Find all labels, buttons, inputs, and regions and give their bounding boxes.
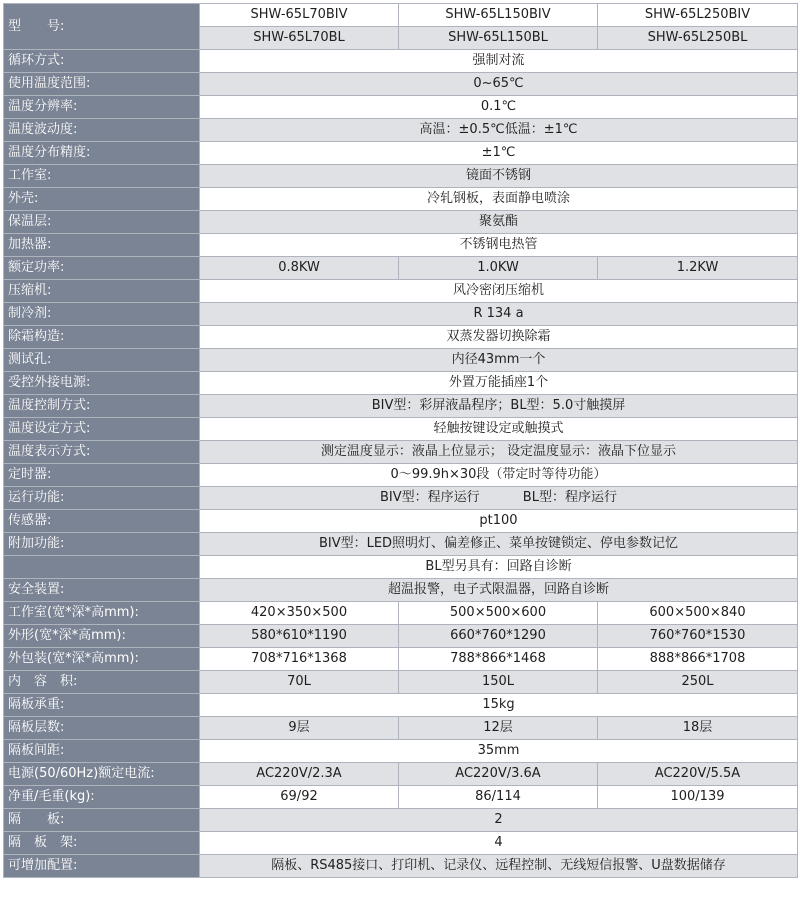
table-row bbox=[4, 464, 798, 487]
row-value: 600×500×840 bbox=[598, 602, 798, 625]
row-value: AC220V/2.3A bbox=[200, 763, 399, 786]
row-label: 安全装置: bbox=[4, 579, 200, 602]
row-value: 0～99.9h×30段（带定时等待功能） bbox=[200, 464, 798, 487]
row-label: 附加功能: bbox=[4, 533, 200, 556]
row-label: 隔 板 架: bbox=[4, 832, 200, 855]
row-value: 测定温度显示：液晶上位显示； 设定温度显示：液晶下位显示 bbox=[200, 441, 798, 464]
row-label: 额定功率: bbox=[4, 257, 200, 280]
row-label: 外包装(宽*深*高mm): bbox=[4, 648, 200, 671]
table-row-model bbox=[4, 4, 798, 27]
table-row bbox=[4, 625, 798, 648]
row-value: 250L bbox=[598, 671, 798, 694]
table-row bbox=[4, 579, 798, 602]
row-label: 外壳: bbox=[4, 188, 200, 211]
table-row bbox=[4, 855, 798, 878]
table-row bbox=[4, 165, 798, 188]
row-value: 86/114 bbox=[399, 786, 598, 809]
row-value: 70L bbox=[200, 671, 399, 694]
table-row bbox=[4, 786, 798, 809]
table-row bbox=[4, 418, 798, 441]
row-label: 加热器: bbox=[4, 234, 200, 257]
table-row bbox=[4, 372, 798, 395]
row-value: 4 bbox=[200, 832, 798, 855]
row-label: 使用温度范围: bbox=[4, 73, 200, 96]
model-biv-250: SHW-65L250BIV bbox=[598, 4, 798, 27]
row-label: 温度波动度: bbox=[4, 119, 200, 142]
row-label: 工作室(宽*深*高mm): bbox=[4, 602, 200, 625]
row-label: 受控外接电源: bbox=[4, 372, 200, 395]
row-label: 隔 板: bbox=[4, 809, 200, 832]
table-row bbox=[4, 326, 798, 349]
row-label bbox=[4, 556, 200, 579]
row-label: 制冷剂: bbox=[4, 303, 200, 326]
table-row bbox=[4, 234, 798, 257]
table-row bbox=[4, 257, 798, 280]
model-bl-250: SHW-65L250BL bbox=[598, 27, 798, 50]
row-value: 150L bbox=[399, 671, 598, 694]
table-row bbox=[4, 763, 798, 786]
table-row bbox=[4, 211, 798, 234]
table-row bbox=[4, 73, 798, 96]
row-value: 轻触按键设定或触摸式 bbox=[200, 418, 798, 441]
row-value: 超温报警，电子式限温器，回路自诊断 bbox=[200, 579, 798, 602]
model-bl-70: SHW-65L70BL bbox=[200, 27, 399, 50]
row-value: 不锈钢电热管 bbox=[200, 234, 798, 257]
row-label: 净重/毛重(kg): bbox=[4, 786, 200, 809]
row-label: 保温层: bbox=[4, 211, 200, 234]
row-label: 测试孔: bbox=[4, 349, 200, 372]
row-label: 定时器: bbox=[4, 464, 200, 487]
row-value: 高温：±0.5℃低温：±1℃ bbox=[200, 119, 798, 142]
row-value: BIV型：彩屏液晶程序；BL型：5.0寸触摸屏 bbox=[200, 395, 798, 418]
row-value: 聚氨酯 bbox=[200, 211, 798, 234]
model-biv-150: SHW-65L150BIV bbox=[399, 4, 598, 27]
table-row bbox=[4, 740, 798, 763]
row-value: 69/92 bbox=[200, 786, 399, 809]
row-label: 传感器: bbox=[4, 510, 200, 533]
row-value: 35mm bbox=[200, 740, 798, 763]
row-label: 运行功能: bbox=[4, 487, 200, 510]
table-row bbox=[4, 809, 798, 832]
row-label: 内 容 积: bbox=[4, 671, 200, 694]
row-value: 双蒸发器切换除霜 bbox=[200, 326, 798, 349]
table-row bbox=[4, 533, 798, 556]
row-value: 15kg bbox=[200, 694, 798, 717]
table-row bbox=[4, 303, 798, 326]
row-label: 温度表示方式: bbox=[4, 441, 200, 464]
model-label: 型 号: bbox=[4, 4, 200, 50]
row-label: 温度分辨率: bbox=[4, 96, 200, 119]
table-row bbox=[4, 395, 798, 418]
table-row bbox=[4, 717, 798, 740]
row-value: 708*716*1368 bbox=[200, 648, 399, 671]
row-value: 0.8KW bbox=[200, 257, 399, 280]
row-label: 工作室: bbox=[4, 165, 200, 188]
row-value: 外置万能插座1个 bbox=[200, 372, 798, 395]
table-row bbox=[4, 280, 798, 303]
table-row bbox=[4, 119, 798, 142]
table-row bbox=[4, 602, 798, 625]
row-value: 1.2KW bbox=[598, 257, 798, 280]
row-label: 隔板承重: bbox=[4, 694, 200, 717]
table-row bbox=[4, 694, 798, 717]
row-value: 冷轧钢板，表面静电喷涂 bbox=[200, 188, 798, 211]
row-label: 电源(50/60Hz)额定电流: bbox=[4, 763, 200, 786]
row-value: 1.0KW bbox=[399, 257, 598, 280]
row-value: 9层 bbox=[200, 717, 399, 740]
row-label: 外形(宽*深*高mm): bbox=[4, 625, 200, 648]
row-value: R 134 a bbox=[200, 303, 798, 326]
table-row bbox=[4, 510, 798, 533]
row-label: 隔板间距: bbox=[4, 740, 200, 763]
row-value: 580*610*1190 bbox=[200, 625, 399, 648]
table-row bbox=[4, 188, 798, 211]
row-label: 温度控制方式: bbox=[4, 395, 200, 418]
row-value: 强制对流 bbox=[200, 50, 798, 73]
table-row bbox=[4, 556, 798, 579]
table-row bbox=[4, 96, 798, 119]
row-value: 隔板、RS485接口、打印机、记录仪、远程控制、无线短信报警、U盘数据储存 bbox=[200, 855, 798, 878]
row-value: ±1℃ bbox=[200, 142, 798, 165]
row-value: 420×350×500 bbox=[200, 602, 399, 625]
table-row bbox=[4, 142, 798, 165]
row-value: 18层 bbox=[598, 717, 798, 740]
model-biv-70: SHW-65L70BIV bbox=[200, 4, 399, 27]
row-label: 压缩机: bbox=[4, 280, 200, 303]
row-value: 660*760*1290 bbox=[399, 625, 598, 648]
row-value: 500×500×600 bbox=[399, 602, 598, 625]
row-value: 100/139 bbox=[598, 786, 798, 809]
row-value: AC220V/3.6A bbox=[399, 763, 598, 786]
row-value: 888*866*1708 bbox=[598, 648, 798, 671]
row-value: AC220V/5.5A bbox=[598, 763, 798, 786]
row-value: 12层 bbox=[399, 717, 598, 740]
row-value: BL型另具有：回路自诊断 bbox=[200, 556, 798, 579]
row-label: 可增加配置: bbox=[4, 855, 200, 878]
row-label: 隔板层数: bbox=[4, 717, 200, 740]
table-row bbox=[4, 349, 798, 372]
table-row bbox=[4, 441, 798, 464]
table-row bbox=[4, 487, 798, 510]
row-value: 风冷密闭压缩机 bbox=[200, 280, 798, 303]
model-bl-150: SHW-65L150BL bbox=[399, 27, 598, 50]
spec-table-body bbox=[4, 4, 798, 878]
row-value: 788*866*1468 bbox=[399, 648, 598, 671]
row-value: BIV型：程序运行 BL型：程序运行 bbox=[200, 487, 798, 510]
row-value: 0~65℃ bbox=[200, 73, 798, 96]
table-row bbox=[4, 671, 798, 694]
row-label: 除霜构造: bbox=[4, 326, 200, 349]
row-label: 循环方式: bbox=[4, 50, 200, 73]
table-row bbox=[4, 648, 798, 671]
row-value: 760*760*1530 bbox=[598, 625, 798, 648]
row-value: 内径43mm一个 bbox=[200, 349, 798, 372]
row-value: 镜面不锈钢 bbox=[200, 165, 798, 188]
row-value: 2 bbox=[200, 809, 798, 832]
table-row bbox=[4, 50, 798, 73]
row-value: 0.1℃ bbox=[200, 96, 798, 119]
row-value: pt100 bbox=[200, 510, 798, 533]
row-label: 温度设定方式: bbox=[4, 418, 200, 441]
row-label: 温度分布精度: bbox=[4, 142, 200, 165]
row-value: BIV型：LED照明灯、偏差修正、菜单按键锁定、停电参数记忆 bbox=[200, 533, 798, 556]
table-row bbox=[4, 832, 798, 855]
spec-table bbox=[3, 3, 798, 878]
